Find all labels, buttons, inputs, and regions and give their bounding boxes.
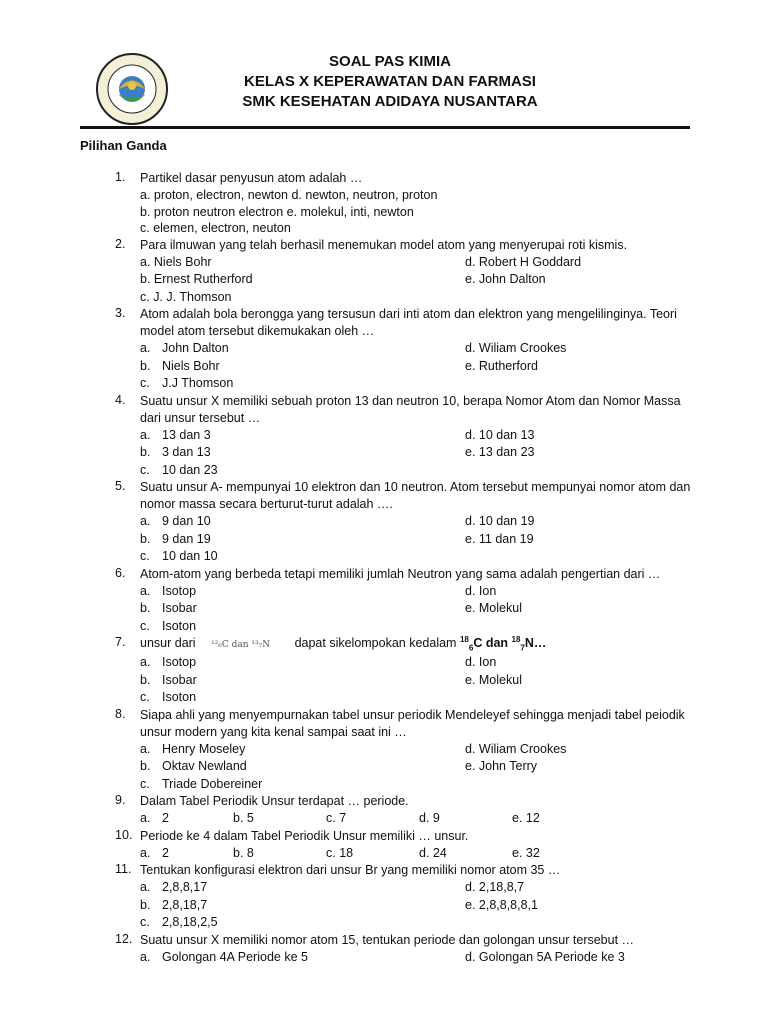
option-a: Isotop xyxy=(162,583,197,598)
option-d: d. 10 dan 19 xyxy=(465,514,535,528)
question-text: Para ilmuwan yang telah berhasil menemukan model atom yang menyerupai roti kismis. xyxy=(140,237,628,252)
mass-number: 18 xyxy=(459,634,469,644)
question-number: 10. xyxy=(115,827,133,842)
option-b: 9 dan 19 xyxy=(162,531,211,546)
option-label: b. xyxy=(140,358,151,373)
isotope-image: ¹²₆C dan ¹³₇N xyxy=(211,640,271,650)
option-b: b. Ernest Rutherford xyxy=(140,272,253,286)
option-d: d. 2,18,8,7 xyxy=(465,880,525,894)
option-b: Isobar xyxy=(162,601,197,615)
question-number: 3. xyxy=(115,306,126,320)
option-a: 2 xyxy=(162,811,169,825)
question-7 xyxy=(115,635,695,707)
section-title: Pilihan Ganda xyxy=(80,138,167,153)
option-label: b. xyxy=(140,601,151,615)
option-label: a. xyxy=(140,514,151,528)
question-text: Siapa ahli yang menyempurnakan tabel unsur periodik Mendeleyef sehingga menjadi tabel peiodik unsur modern yang kita kenal sampai saat ini … xyxy=(140,707,685,739)
document-header xyxy=(190,52,590,112)
option-b: Niels Bohr xyxy=(162,358,220,373)
option-line: a. proton, electron, newton d. newton, neutron, proton xyxy=(140,188,438,202)
option-d: d. Wiliam Crookes xyxy=(465,341,567,355)
option-label: c. xyxy=(140,915,150,929)
question-text-pre: unsur dari xyxy=(140,636,196,650)
question-text: Periode ke 4 dalam Tabel Periodik Unsur memiliki … unsur. xyxy=(140,828,469,843)
option-label: b. xyxy=(140,897,151,912)
option-e: e. 12 xyxy=(512,811,540,825)
option-d: d. Wiliam Crookes xyxy=(465,741,567,756)
option-c: Isoton xyxy=(162,690,197,704)
option-a: Golongan 4A Periode ke 5 xyxy=(162,949,308,964)
option-d: d. Ion xyxy=(465,583,497,598)
question-text: Atom adalah bola berongga yang tersusun dari inti atom dan elektron yang mengelilinginya. Teori model atom tersebut dikemukakan oleh … xyxy=(140,307,677,338)
option-a: John Dalton xyxy=(162,341,229,355)
option-c: 2,8,18,2,5 xyxy=(162,915,218,929)
question-1 xyxy=(115,170,695,237)
option-e: e. Molekul xyxy=(465,601,522,615)
question-number: 1. xyxy=(115,170,126,184)
option-a: 2 xyxy=(162,845,169,860)
element-symbol: C dan xyxy=(473,636,512,650)
option-label: c. xyxy=(140,776,150,791)
option-e: e. John Terry xyxy=(465,759,538,773)
option-label: c. xyxy=(140,462,150,477)
option-a: 9 dan 10 xyxy=(162,514,211,528)
option-d: d. Golongan 5A Periode ke 3 xyxy=(465,949,625,964)
atomic-number: 6 xyxy=(468,643,474,653)
option-line: c. elemen, electron, neuton xyxy=(140,221,291,235)
option-e: e. John Dalton xyxy=(465,272,546,286)
question-text: Dalam Tabel Periodik Unsur terdapat … periode. xyxy=(140,794,409,808)
option-line: b. proton neutron electron e. molekul, inti, newton xyxy=(140,204,414,219)
question-text: Suatu unsur X memiliki nomor atom 15, tentukan periode dan golongan unsur tersebut … xyxy=(140,932,635,947)
question-3 xyxy=(115,306,695,393)
question-8 xyxy=(115,707,695,794)
option-label: a. xyxy=(140,655,151,669)
option-label: a. xyxy=(140,811,151,825)
option-label: a. xyxy=(140,845,151,860)
question-number: 6. xyxy=(115,565,126,580)
option-c: J.J Thomson xyxy=(162,376,234,390)
option-e: e. 32 xyxy=(512,845,540,860)
question-4 xyxy=(115,393,695,480)
option-label: b. xyxy=(140,759,151,773)
option-e: e. Rutherford xyxy=(465,358,538,373)
option-c: Isoton xyxy=(162,618,197,633)
option-label: c. xyxy=(140,549,150,563)
option-label: a. xyxy=(140,427,151,442)
option-b: b. 5 xyxy=(233,811,254,825)
option-label: a. xyxy=(140,583,151,598)
option-b: 2,8,18,7 xyxy=(162,897,208,912)
option-label: b. xyxy=(140,672,151,687)
option-a: Isotop xyxy=(162,655,197,669)
question-text-post: dapat sikelompokan kedalam xyxy=(294,636,457,650)
option-d: d. Ion xyxy=(465,655,497,669)
header-class: KELAS X KEPERAWATAN DAN FARMASI xyxy=(244,73,536,90)
school-logo xyxy=(88,52,176,126)
question-text: Suatu unsur A- mempunyai 10 elektron dan 10 neutron. Atom tersebut mempunyai nomor atom dan nomor massa secara berturut-turut adalah …. xyxy=(140,480,691,511)
header-title: SOAL PAS KIMIA xyxy=(329,53,451,70)
question-number: 5. xyxy=(115,479,126,493)
option-e: e. 13 dan 23 xyxy=(465,445,535,459)
option-d: d. 24 xyxy=(419,845,447,860)
question-9 xyxy=(115,793,695,828)
option-a: 13 dan 3 xyxy=(162,427,211,442)
option-b: Isobar xyxy=(162,672,197,687)
option-c: 10 dan 23 xyxy=(162,462,218,477)
question-2 xyxy=(115,237,695,307)
option-c: c. J. J. Thomson xyxy=(140,289,232,304)
option-label: b. xyxy=(140,531,151,546)
option-a: a. Niels Bohr xyxy=(140,254,212,269)
option-d: d. 10 dan 13 xyxy=(465,427,535,442)
question-number: 4. xyxy=(115,392,126,407)
option-label: a. xyxy=(140,741,151,756)
option-label: c. xyxy=(140,618,150,633)
option-c: c. 18 xyxy=(326,845,354,860)
question-number: 9. xyxy=(115,793,126,807)
option-c: Triade Dobereiner xyxy=(162,776,263,791)
option-label: c. xyxy=(140,376,150,390)
question-12 xyxy=(115,932,695,967)
header-rule xyxy=(80,126,690,129)
option-label: a. xyxy=(140,880,151,894)
question-number: 11. xyxy=(115,862,132,876)
question-number: 7. xyxy=(115,635,126,649)
option-a: 2,8,8,17 xyxy=(162,880,208,894)
option-b: b. 8 xyxy=(233,845,254,860)
atomic-number: 7 xyxy=(520,643,525,653)
option-c: c. 7 xyxy=(326,811,347,825)
option-c: 10 dan 10 xyxy=(162,549,218,563)
question-number: 8. xyxy=(115,706,126,721)
question-11 xyxy=(115,862,695,932)
option-label: b. xyxy=(140,445,151,459)
question-number: 2. xyxy=(115,236,126,251)
question-10 xyxy=(115,828,695,863)
question-text xyxy=(140,635,695,654)
option-a: Henry Moseley xyxy=(162,741,246,756)
mass-number: 18 xyxy=(511,634,521,644)
option-b: 3 dan 13 xyxy=(162,445,211,459)
question-list xyxy=(115,170,695,966)
option-e: e. 2,8,8,8,8,1 xyxy=(465,897,538,912)
option-e: e. 11 dan 19 xyxy=(465,531,534,546)
option-d: d. 9 xyxy=(419,811,440,825)
question-6 xyxy=(115,566,695,636)
option-e: e. Molekul xyxy=(465,672,522,687)
element-symbol: N… xyxy=(524,636,547,650)
question-text: Suatu unsur X memiliki sebuah proton 13 dan neutron 10, berapa Nomor Atom dan Nomor Massa dari unsur tersebut … xyxy=(140,393,681,425)
option-label: c. xyxy=(140,690,150,704)
option-label: a. xyxy=(140,341,151,355)
isotope-notation xyxy=(459,634,547,653)
question-text: Tentukan konfigurasi elektron dari unsur Br yang memiliki nomor atom 35 … xyxy=(140,863,561,877)
question-5 xyxy=(115,479,695,566)
question-text: Atom-atom yang berbeda tetapi memiliki jumlah Neutron yang sama adalah pengertian dari … xyxy=(140,566,661,581)
question-text: Partikel dasar penyusun atom adalah … xyxy=(140,171,363,185)
option-label: a. xyxy=(140,949,151,964)
option-d: d. Robert H Goddard xyxy=(465,254,582,269)
header-school: SMK KESEHATAN ADIDAYA NUSANTARA xyxy=(242,93,538,110)
option-b: Oktav Newland xyxy=(162,759,247,773)
question-number: 12. xyxy=(115,931,133,946)
